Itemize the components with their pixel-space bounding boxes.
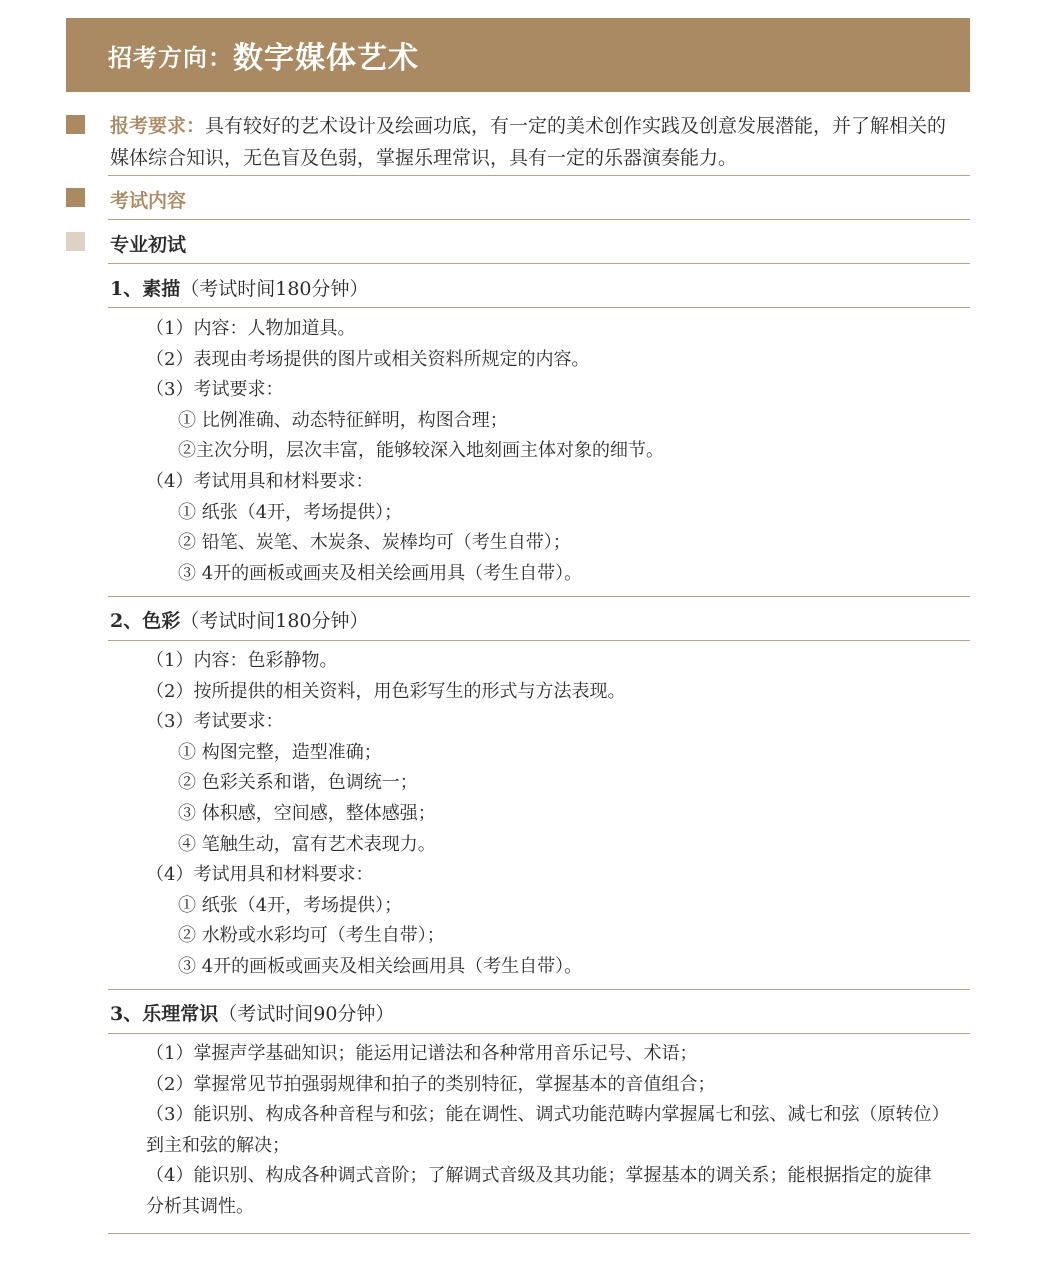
section-marker-square: [66, 115, 85, 134]
list-item: （4）考试用具和材料要求：: [146, 470, 374, 492]
list-subitem: ① 比例准确、动态特征鲜明，构图合理；: [178, 409, 508, 431]
list-item: （4）能识别、构成各种调式音阶；了解调式音级及其功能；掌握基本的调关系；能根据指定的旋律分析其调性。: [146, 1165, 932, 1217]
divider: [108, 989, 970, 990]
requirement-paragraph: [110, 110, 950, 174]
section-title-sketch: [110, 274, 369, 301]
list-subitem: ② 水粉或水彩均可（考生自带）；: [178, 925, 445, 947]
list-subitem: ① 构图完整，造型准确；: [178, 741, 382, 763]
divider: [108, 596, 970, 597]
subsection-marker-square: [66, 232, 85, 251]
divider: [108, 263, 970, 264]
list-item: （2）掌握常见节拍强弱规律和拍子的类别特征，掌握基本的音值组合；: [146, 1073, 716, 1095]
list-item: （3）考试要求：: [146, 711, 284, 733]
list-subitem: ③ 4开的画板或画夹及相关绘画用具（考生自带）。: [178, 562, 583, 584]
exam-content-heading: 考试内容: [110, 190, 187, 212]
section-body-music-theory: [146, 1039, 941, 1223]
divider: [108, 1033, 970, 1034]
list-subitem: ① 纸张（4开，考场提供）；: [178, 501, 403, 523]
section-marker-square: [66, 188, 85, 207]
list-item: （2）表现由考场提供的图片或相关资料所规定的内容。: [146, 348, 590, 370]
list-subitem: ②主次分明，层次丰富，能够较深入地刻画主体对象的细节。: [178, 440, 664, 462]
section-body-color: [146, 646, 956, 983]
list-subitem: ① 纸张（4开，考场提供）；: [178, 894, 403, 916]
list-item: （4）考试用具和材料要求：: [146, 864, 374, 886]
requirement-label: 报考要求：: [110, 115, 206, 137]
section-duration-note: （考试时间90分钟）: [218, 1003, 395, 1025]
list-item: （1）内容：色彩静物。: [146, 650, 338, 671]
list-item: （1）掌握声学基础知识；能运用记谱法和各种常用音乐记号、术语；: [146, 1043, 698, 1064]
list-item: （3）能识别、构成各种音程与和弦；能在调性、调式功能范畴内掌握属七和弦、减七和弦（原转位）到主和弦的解决；: [146, 1104, 941, 1156]
list-subitem: ② 色彩关系和谐，色调统一；: [178, 772, 418, 794]
list-item: （3）考试要求：: [146, 379, 284, 401]
banner-prefix: 招考方向：: [108, 42, 233, 72]
section-title-text: 3、乐理常识: [110, 1003, 219, 1025]
prelim-heading: 专业初试: [110, 234, 187, 256]
list-subitem: ③ 体积感，空间感，整体感强；: [178, 802, 436, 824]
divider: [108, 307, 970, 308]
section-title-music-theory: [110, 999, 394, 1026]
list-subitem: ② 铅笔、炭笔、木炭条、炭棒均可（考生自带）；: [178, 532, 571, 554]
page-banner: [66, 18, 970, 92]
divider: [108, 219, 970, 220]
section-body-sketch: [146, 314, 956, 589]
section-title-text: 1、素描: [110, 278, 181, 300]
list-subitem: ③ 4开的画板或画夹及相关绘画用具（考生自带）。: [178, 955, 583, 977]
banner-title: 数字媒体艺术: [233, 41, 419, 76]
list-item: （2）按所提供的相关资料，用色彩写生的形式与方法表现。: [146, 680, 626, 702]
divider: [108, 1233, 970, 1234]
section-title-color: [110, 606, 369, 633]
section-duration-note: （考试时间180分钟）: [180, 610, 369, 632]
list-item: （1）内容：人物加道具。: [146, 318, 356, 339]
list-subitem: ④ 笔触生动，富有艺术表现力。: [178, 833, 436, 855]
divider: [108, 640, 970, 641]
section-title-text: 2、色彩: [110, 610, 181, 632]
requirement-text: 具有较好的艺术设计及绘画功底，有一定的美术创作实践及创意发展潜能，并了解相关的媒体综合知识，无色盲及色弱，掌握乐理常识，具有一定的乐器演奏能力。: [110, 115, 947, 169]
section-duration-note: （考试时间180分钟）: [180, 278, 369, 300]
divider: [108, 175, 970, 176]
